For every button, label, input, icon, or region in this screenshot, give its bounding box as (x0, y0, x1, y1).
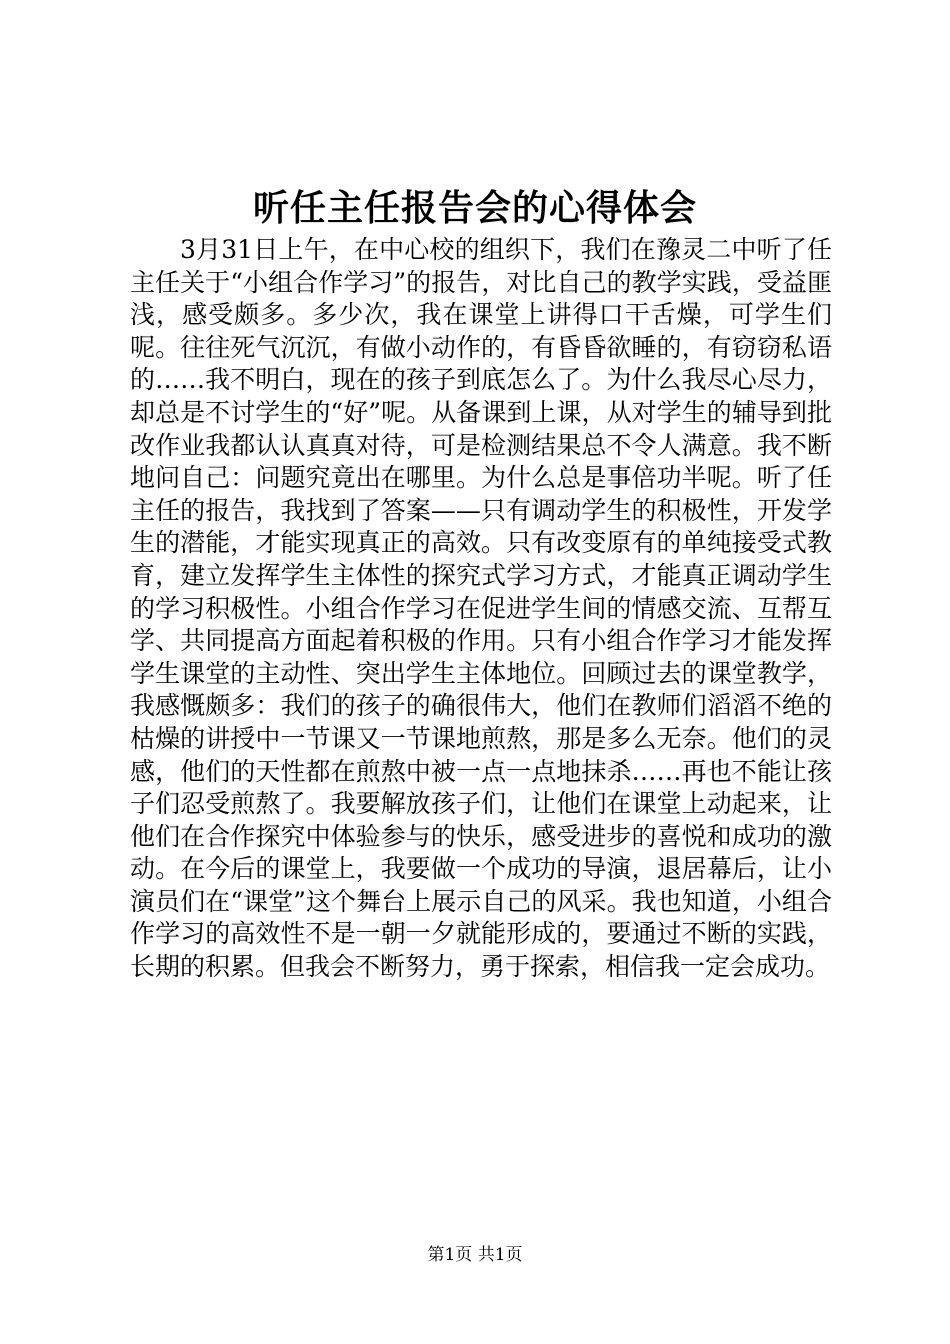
page-footer: 第1页 共1页 (427, 1245, 523, 1265)
document-body-paragraph: 3月31日上午，在中心校的组织下，我们在豫灵二中听了任主任关于“小组合作学习”的报告，对比自己的教学实践，受益匪浅，感受颇多。多少次，我在课堂上讲得口干舌燥，可学生们呢。往往死气沉沉，有做小动作的，有昏昏欲睡的，有窃窃私语的……我不明白，现在的孩子到底怎么了。为什么我尽心尽力，却总是不讨学生的“好”呢。从备课到上课，从对学生的辅导到批改作业我都认认真真对待，可是检测结果总不令人满意。我不断地问自己：问题究竟出在哪里。为什么总是事倍功半呢。听了任主任的报告，我找到了答案——只有调动学生的积极性，开发学生的潜能，才能实现真正的高效。只有改变原有的单纯接受式教育，建立发挥学生主体性的探究式学习方式，才能真正调动学生的学习积极性。小组合作学习在促进学生间的情感交流、互帮互学、共同提高方面起着积极的作用。只有小组合作学习才能发挥学生课堂的主动性、突出学生主体地位。回顾过去的课堂教学，我感慨颇多：我们的孩子的确很伟大，他们在教师们滔滔不绝的枯燥的讲授中一节课又一节课地煎熬，那是多么无奈。他们的灵感，他们的天性都在煎熬中被一点一点地抹杀……再也不能让孩子们忍受煎熬了。我要解放孩子们，让他们在课堂上动起来，让他们在合作探究中体验参与的快乐，感受进步的喜悦和成功的激动。在今后的课堂上，我要做一个成功的导演，退居幕后，让小演员们在“课堂”这个舞台上展示自己的风采。我也知道，小组合作学习的高效性不是一朝一夕就能形成的，要通过不断的实践，长期的积累。但我会不断努力，勇于探索，相信我一定会成功。 (130, 235, 832, 982)
document-title: 听任主任报告会的心得体会 (252, 187, 697, 229)
